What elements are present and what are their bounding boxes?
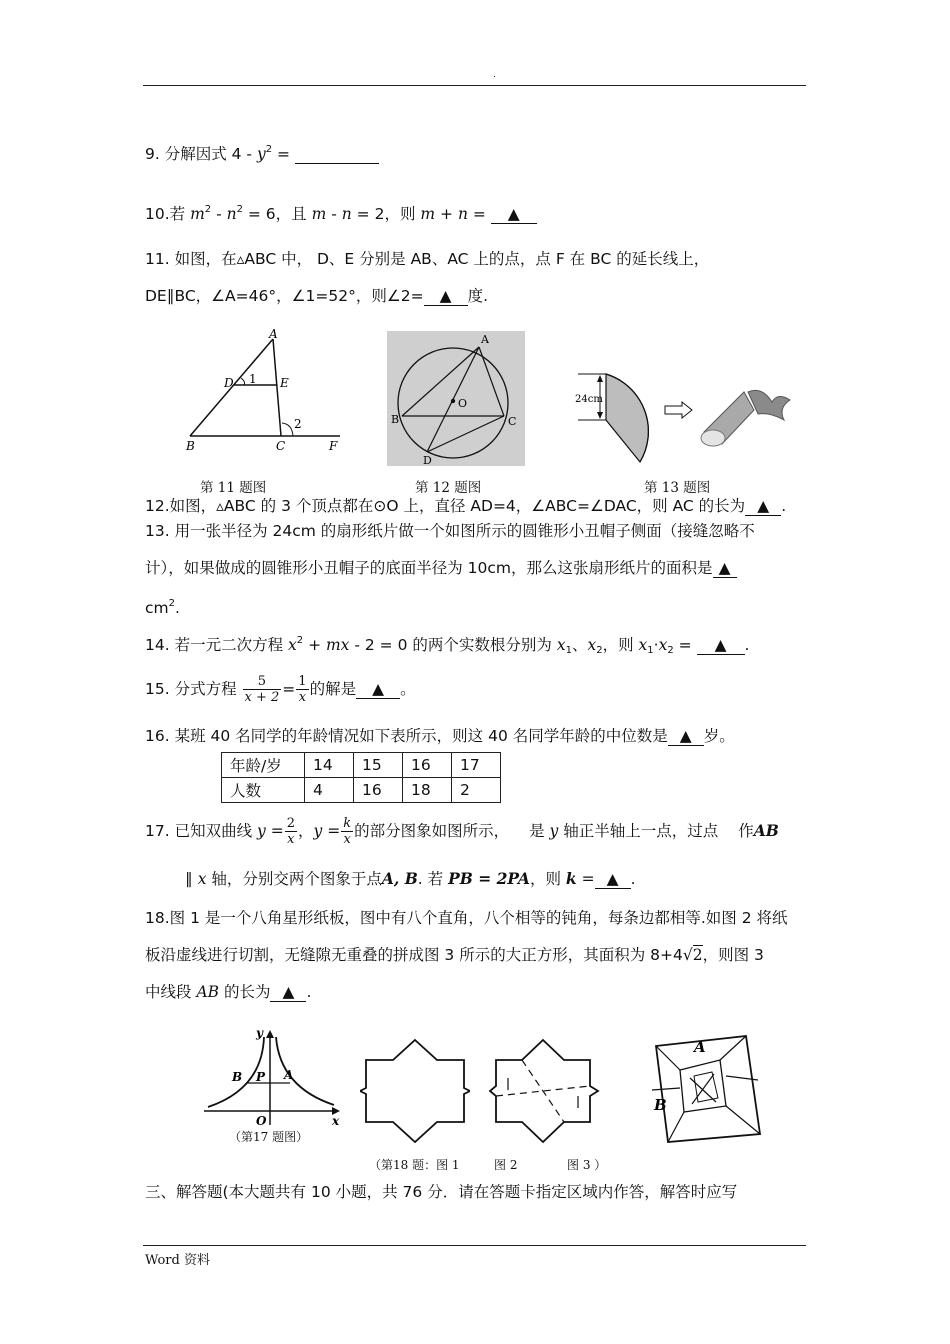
table-cell: 2 [452, 778, 501, 803]
q18-sqrt-sign: √ [682, 946, 693, 964]
q17-AB: AB [753, 821, 779, 840]
figure-17-caption: （第17 题图） [229, 1130, 309, 1144]
fig17-label-P: P [256, 1070, 266, 1084]
q16-text: 16. 某班 40 名同学的年龄情况如下表所示，则这 40 名同学年龄的中位数是 [145, 727, 668, 745]
question-13-line-3 [145, 593, 180, 619]
figure-11 [180, 328, 350, 456]
figure-13 [572, 362, 798, 468]
figure-11-caption: 第 11 题图 [200, 480, 267, 496]
fig11-label-C: C [276, 439, 286, 453]
q17-f1-den: x [287, 832, 295, 847]
q14-x2b: x [658, 636, 668, 654]
fig12-label-O: O [458, 397, 468, 410]
age-table [221, 752, 501, 803]
question-10: 10.若 $m^2 - n^2 = 6$，且 m - n = 2，则 m + n = ▲ [145, 199, 537, 225]
q18-line2-pre: 板沿虚线进行切割，无缝隙无重叠的拼成图 3 所示的大正方形，其面积为 8+4 [145, 946, 683, 964]
q16-post: 岁。 [703, 727, 735, 745]
q9-exp: 2 [265, 144, 273, 155]
q17-f2-den: x [343, 832, 351, 847]
fig17-label-B: B [232, 1070, 243, 1084]
q17-condition: PB = 2PA [448, 869, 530, 888]
q12-post: . [781, 497, 787, 515]
q13-line3: cm [145, 599, 169, 617]
figure-18-caption-3: 图 3 ） [567, 1158, 607, 1172]
q18-line2-post: ，则图 3 [702, 946, 764, 964]
q15-pre: 15. 分式方程 [145, 680, 242, 698]
q17-line2-pre: ∥ [185, 870, 198, 888]
q17-is: 是 [529, 822, 550, 840]
q9-answer-blank [295, 145, 379, 164]
fig11-label-F: F [329, 439, 338, 453]
q9-prefix: 9. 分解因式 4 - [145, 145, 257, 163]
fig18-label-A: A [694, 1038, 706, 1056]
figure-18-3 [638, 1030, 764, 1146]
q15-f2-den: x [298, 690, 307, 705]
question-18-line-3 [145, 981, 311, 1003]
section-3-heading: 三、解答题(本大题共有 10 小题，共 76 分．请在答题卡指定区域内作答，解答时应写 [145, 1183, 738, 1201]
table-cell: 15 [354, 753, 403, 778]
q10-prefix: 10.若 [145, 205, 191, 223]
fig11-label-D: D [224, 376, 234, 390]
q17-line2-mid2: . 若 [417, 870, 449, 888]
q12-text: 12.如图，▵ABC 的 3 个顶点都在⊙O 上，直径 AD=4，∠ABC=∠DAC，则 AC 的长为 [145, 497, 746, 515]
q14-mid1: + [303, 636, 326, 654]
fig11-label-B: B [186, 439, 195, 453]
q15-fraction-2 [296, 674, 308, 705]
q14-sub1: 1 [565, 645, 572, 656]
footer-rule [143, 1245, 806, 1246]
fig12-label-B: B [391, 413, 400, 426]
q13-line3-post: . [175, 599, 180, 617]
fig17-label-x: x [332, 1114, 340, 1128]
q17-yaxis: y [549, 822, 559, 840]
question-13-line-1: 13. 用一张半径为 24cm 的扇形纸片做一个如图所示的圆锥形小丑帽子侧面（接缝忽略不 [145, 522, 755, 540]
q10-answer: ▲ [491, 205, 537, 224]
q16-answer: ▲ [668, 727, 704, 746]
question-15 [145, 669, 416, 709]
q14-exp: 2 [296, 635, 304, 646]
q17-comma: ， [297, 822, 314, 840]
question-14 [145, 630, 749, 662]
table-row [222, 778, 501, 803]
q11-line2-pre: DE∥BC，∠A=46°，∠1=52°，则∠2= [145, 287, 424, 305]
q14-sub2b: 2 [667, 645, 674, 656]
q10-m: m [190, 205, 205, 223]
q13-answer: ▲ [713, 559, 737, 578]
figure-18-2 [488, 1038, 600, 1144]
q9-var: y [256, 145, 266, 163]
q17-xaxis: x [197, 870, 207, 888]
q17-make: 作 [738, 822, 754, 840]
figure-13-caption: 第 13 题图 [644, 480, 711, 496]
q14-mid3: ，则 [602, 636, 639, 654]
table-row [222, 753, 501, 778]
q17-post: . [630, 870, 636, 888]
fig11-label-2: 2 [294, 417, 302, 431]
q17-k: k [565, 869, 577, 888]
q13-line3-exp: 2 [168, 598, 175, 609]
q14-sub2: 2 [596, 645, 603, 656]
q10-plus: + [435, 205, 458, 223]
q14-mid2: - 2 = 0 的两个实数根分别为 [349, 636, 557, 654]
q17-eq2: = [322, 822, 341, 840]
q17-mid: 的部分图象如图所示， [354, 822, 510, 840]
q17-keq: = [576, 870, 595, 888]
q15-f1-num: 5 [243, 674, 282, 690]
table-cell: 4 [305, 778, 354, 803]
q10-m2: m [311, 205, 327, 223]
header-dot: . [493, 70, 496, 80]
question-17-line-2 [145, 868, 636, 890]
question-9 [145, 139, 379, 165]
q10-n: n [226, 205, 237, 223]
q18-line3-pre: 中线段 [145, 983, 197, 1001]
q18-answer: ▲ [270, 983, 306, 1002]
question-16 [145, 725, 735, 747]
table-cell: 14 [305, 753, 354, 778]
question-17-line-1 [145, 811, 779, 851]
q17-pre: 17. 已知双曲线 [145, 822, 258, 840]
q14-answer: ▲ [697, 636, 745, 655]
q9-suffix: = [272, 145, 295, 163]
q17-points: A, B [381, 869, 418, 888]
table-cell: 16 [354, 778, 403, 803]
q14-x: x [288, 636, 297, 654]
q17-y: y [257, 822, 266, 840]
q14-x2: x [587, 636, 597, 654]
q15-post: 。 [400, 680, 416, 698]
header-rule [143, 85, 806, 86]
table-cell: 17 [452, 753, 501, 778]
q10-n3: n [457, 205, 468, 223]
fig18-label-B: B [654, 1096, 667, 1114]
q17-eq: = [265, 822, 284, 840]
q14-x1: x [556, 636, 566, 654]
question-11-line-2 [145, 285, 488, 307]
fig12-label-C: C [508, 415, 517, 428]
fig17-label-A: A [284, 1068, 294, 1082]
q15-f1-den: x + 2 [244, 690, 280, 705]
q13-line2: 计），如果做成的圆锥形小丑帽子的底面半径为 10cm，那么这张扇形纸片的面积是 [145, 559, 713, 577]
fig12-label-A: A [481, 333, 489, 346]
q14-post: . [744, 636, 750, 654]
q10-eq2: = 2，则 [351, 205, 421, 223]
q15-mid: 的解是 [309, 680, 357, 698]
q17-answer: ▲ [595, 870, 631, 889]
fig11-label-1: 1 [249, 372, 257, 386]
q10-n2: n [341, 205, 352, 223]
q17-y2: y [313, 822, 323, 840]
q10-eq1: = 6，且 [242, 205, 312, 223]
q14-dot: · [653, 636, 659, 654]
question-18-line-2 [145, 944, 764, 966]
table-cell: 人数 [222, 778, 305, 803]
q17-f1-num: 2 [286, 816, 295, 831]
q15-f2-num: 1 [298, 674, 307, 689]
q14-eq: = [673, 636, 697, 654]
fig12-label-D: D [423, 454, 432, 466]
figure-18-caption-1: （第18 题：图 1 [369, 1158, 460, 1172]
fig17-label-y: y [256, 1026, 263, 1040]
footer-text: Word 资料 [145, 1253, 210, 1268]
figure-12-caption: 第 12 题图 [415, 480, 482, 496]
table-cell: 16 [403, 753, 452, 778]
q14-sub1b: 1 [647, 645, 654, 656]
q10-exp-m: 2 [204, 204, 212, 215]
q14-mx: mx [325, 636, 350, 654]
fig11-label-A: A [269, 328, 278, 341]
question-11-line-1: 11. 如图，在▵ABC 中， D、E 分别是 AB、AC 上的点，点 F 在 BC 的延长线上， [145, 250, 710, 268]
figure-17 [200, 1025, 345, 1130]
q11-answer: ▲ [424, 287, 468, 306]
fig17-label-O: O [256, 1114, 267, 1128]
figure-18-caption-2: 图 2 [494, 1158, 518, 1172]
q18-line3-mid: 的长为 [219, 983, 271, 1001]
figure-18-1 [360, 1038, 470, 1144]
question-13-line-2 [145, 557, 737, 579]
table-cell: 年龄/岁 [222, 753, 305, 778]
q10-exp-n: 2 [236, 204, 243, 215]
q17-mid2: 轴正半轴上一点，过点 [558, 822, 719, 840]
q17-line2-mid: 轴，分别交两个图象于点 [206, 870, 382, 888]
q17-fraction-2 [341, 816, 353, 847]
q14-sep: 、 [571, 636, 588, 654]
q18-AB: AB [196, 983, 220, 1001]
q14-pre: 14. 若一元二次方程 [145, 636, 289, 654]
q12-answer: ▲ [745, 497, 781, 516]
q10-eq3: = [467, 205, 491, 223]
fig13-radius-label: 24cm [575, 394, 603, 405]
q15-fraction-1 [243, 674, 282, 705]
figure-12 [387, 331, 525, 466]
q17-f2-num: k [343, 816, 352, 831]
question-18-line-1: 18.图 1 是一个八角星形纸板，图中有八个直角，八个相等的钝角，每条边都相等.如图 2 将纸 [145, 909, 788, 927]
q18-post: . [306, 983, 312, 1001]
q15-eq: = [282, 680, 296, 698]
q18-sqrt-value: 2 [692, 946, 703, 964]
table-cell: 18 [403, 778, 452, 803]
q15-answer: ▲ [356, 680, 400, 699]
fig11-label-E: E [280, 376, 289, 390]
q17-fraction-1 [285, 816, 297, 847]
q17-line2-mid3: ，则 [529, 870, 566, 888]
q11-line2-post: 度. [467, 287, 489, 305]
q10-m3: m [420, 205, 436, 223]
q14-x1b: x [638, 636, 648, 654]
question-12 [145, 495, 786, 517]
